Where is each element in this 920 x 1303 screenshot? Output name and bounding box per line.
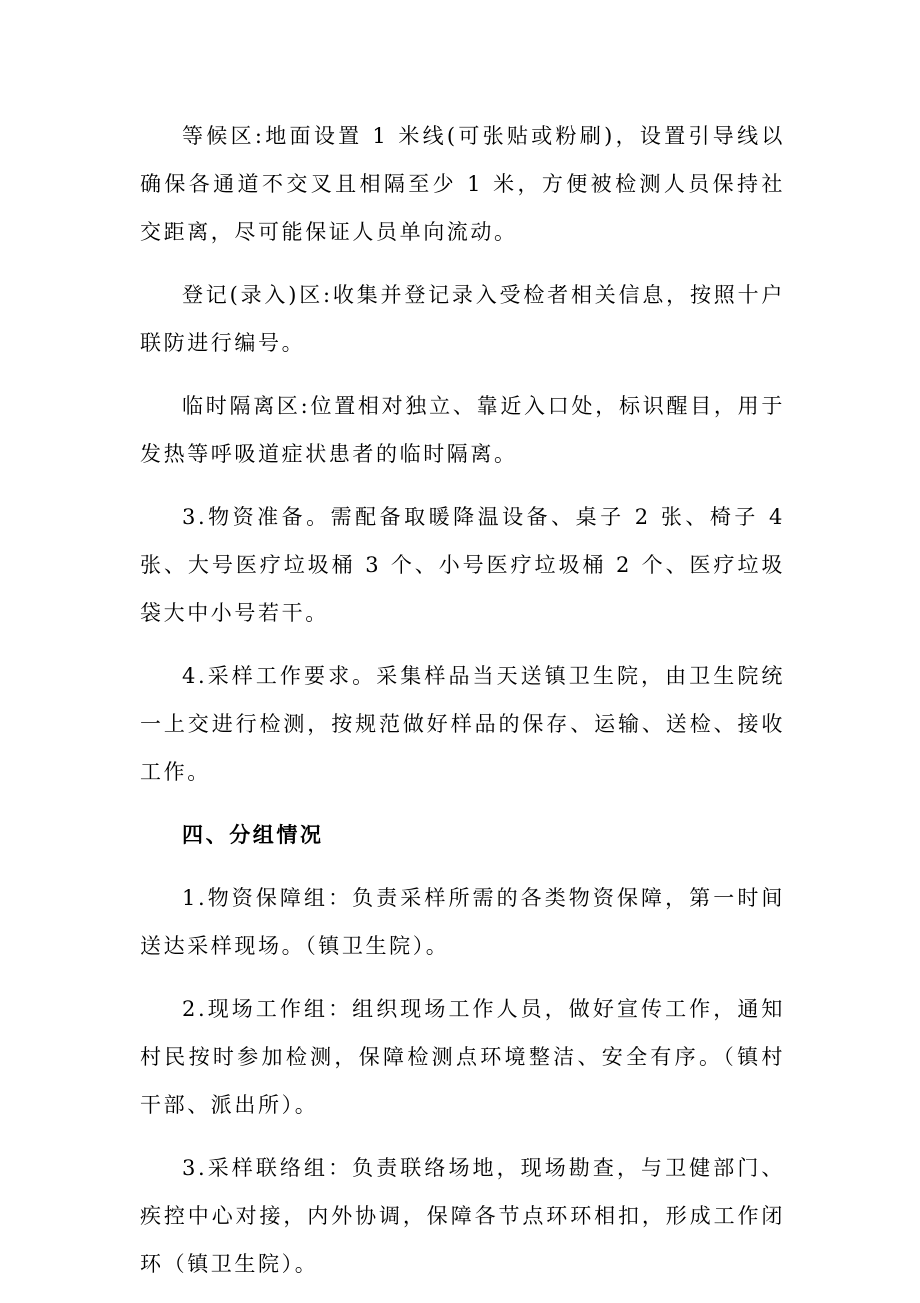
paragraph-sampling-requirements: 4.采样工作要求。采集样品当天送镇卫生院，由卫生院统一上交进行检测，按规范做好样品的保存、运输、送检、接收工作。 [140, 664, 785, 784]
section-heading: 四、分组情况 [182, 823, 324, 847]
paragraph-group-onsite: 2.现场工作组：组织现场工作人员，做好宣传工作，通知村民按时参加检测，保障检测点环境整洁、安全有序。（镇村干部、派出所）。 [140, 997, 785, 1117]
paragraph-registration-area: 登记(录入)区:收集并登记录入受检者相关信息，按照十户联防进行编号。 [140, 283, 785, 355]
paragraph-isolation-area: 临时隔离区:位置相对独立、靠近入口处，标识醒目，用于发热等呼吸道症状患者的临时隔离。 [140, 394, 785, 466]
paragraph-material-preparation: 3.物资准备。需配备取暖降温设备、桌子 2 张、椅子 4 张、大号医疗垃圾桶 3 个、小号医疗垃圾桶 2 个、医疗垃圾袋大中小号若干。 [140, 505, 785, 625]
paragraph-group-materials: 1.物资保障组：负责采样所需的各类物资保障，第一时间送达采样现场。（镇卫生院）。 [140, 886, 785, 958]
document-body [140, 112, 785, 1303]
paragraph-group-liaison: 3.采样联络组：负责联络场地，现场勘查，与卫健部门、疾控中心对接，内外协调，保障各节点环环相扣，形成工作闭环（镇卫生院）。 [140, 1156, 785, 1276]
paragraph-waiting-area: 等候区:地面设置 1 米线(可张贴或粉刷)，设置引导线以确保各通道不交叉且相隔至少 1 米，方便被检测人员保持社交距离，尽可能保证人员单向流动。 [140, 124, 785, 244]
